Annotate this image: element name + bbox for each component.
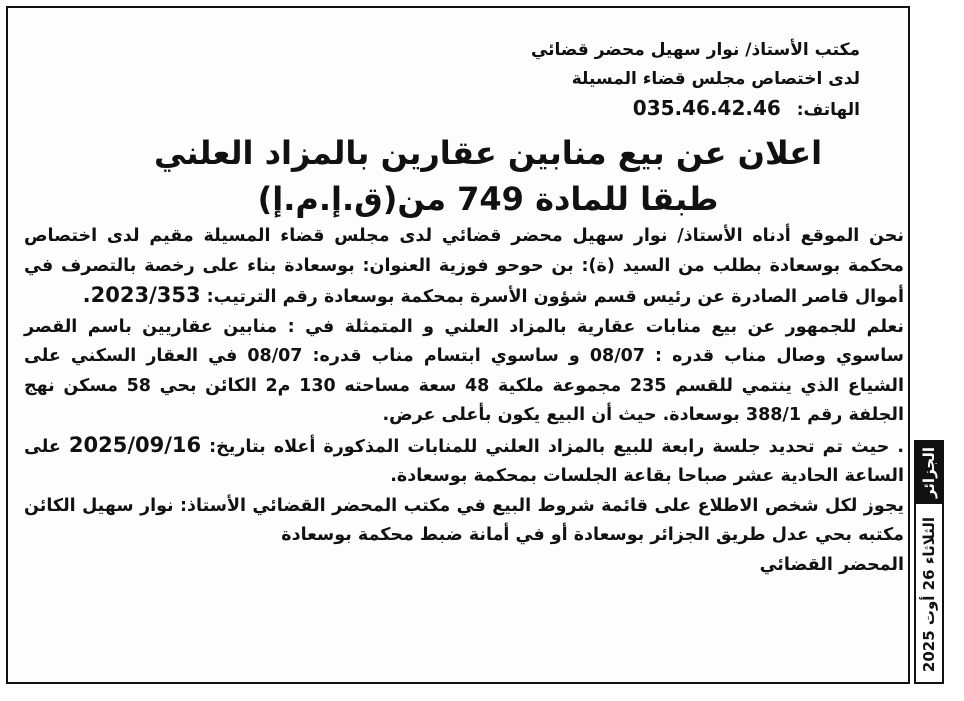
announcement-title <box>108 130 868 222</box>
phone-number: 035.46.42.46 <box>632 96 781 120</box>
session-rest: على الساعة الحادية عشر صباحا بقاعة الجلسات بمحكمة بوسعادة. <box>24 436 904 486</box>
paragraph-requester <box>24 222 904 313</box>
order-reference: 2023/353. <box>82 283 201 307</box>
phone-line <box>380 94 860 125</box>
requester-text: نحن الموقع أدناه الأستاذ/ نوار سهيل محضر قضائي لدى مجلس قضاء المسيلة مقيم لدى اختصاص محكمة بوسعادة بطلب من السيد (ة): بن حوحو فوزية العنوان: بوسعادة بناء على رخصة بالتصرف في أموال قاصر الصادرة عن رئيس قسم شؤون الأسرة بمحكمة بوسعادة رقم الترتيب: <box>24 226 904 307</box>
paragraph-conditions: يجوز لكل شخص الاطلاع على قائمة شروط البيع في مكتب المحضر القضائي الأستاذ: نوار سهيل الكائن مكتبه بحي عدل طريق الجزائر بوسعادة أو في أمانة ضبط محكمة بوسعادة <box>24 495 904 545</box>
office-jurisdiction: لدى اختصاص مجلس قضاء المسيلة <box>571 69 860 89</box>
paragraph-session <box>24 431 904 492</box>
announcement-body <box>24 222 904 580</box>
session-date: 2025/09/16 <box>68 432 202 457</box>
phone-label: الهاتف: <box>796 100 860 120</box>
issue-date: الثلاثاء 26 أوت 2025 <box>920 517 938 673</box>
newspaper-side-strip <box>914 440 944 684</box>
newspaper-name: الجزائر <box>920 447 938 499</box>
office-header <box>380 36 860 125</box>
paragraph-property: نعلم للجمهور عن بيع منابات عقارية بالمزاد العلني و المتمثلة في : منابين عقاريين باسم القصر ساسوي وصال مناب قدره : 08/07 و ساسوي ابتسام مناب قدره: 08/07 في العقار السكني على الشياع الذي ينتمي للقسم 235 مجموعة ملكية 48 سعة مساحته 130 م2 الكائن بحي 58 مسكن نهج الجلفة رقم 388/1 بوسعادة. حيث أن البيع يكون بأعلى عرض. <box>24 316 904 425</box>
session-text: . حيث تم تحديد جلسة رابعة للبيع بالمزاد العلني للمنابات المذكورة أعلاه بتاريخ: <box>209 436 905 457</box>
announcement-frame <box>6 6 910 684</box>
title-subtitle: طبقا للمادة 749 من(ق.إ.م.إ) <box>257 180 719 218</box>
issue-date-box <box>916 508 942 682</box>
signature: المحضر القضائي <box>759 554 904 575</box>
newspaper-name-box <box>916 442 942 504</box>
title-main: اعلان عن بيع منابين عقارين بالمزاد العلني <box>153 134 823 172</box>
office-name: مكتب الأستاذ/ نوار سهيل محضر قضائي <box>530 40 860 60</box>
